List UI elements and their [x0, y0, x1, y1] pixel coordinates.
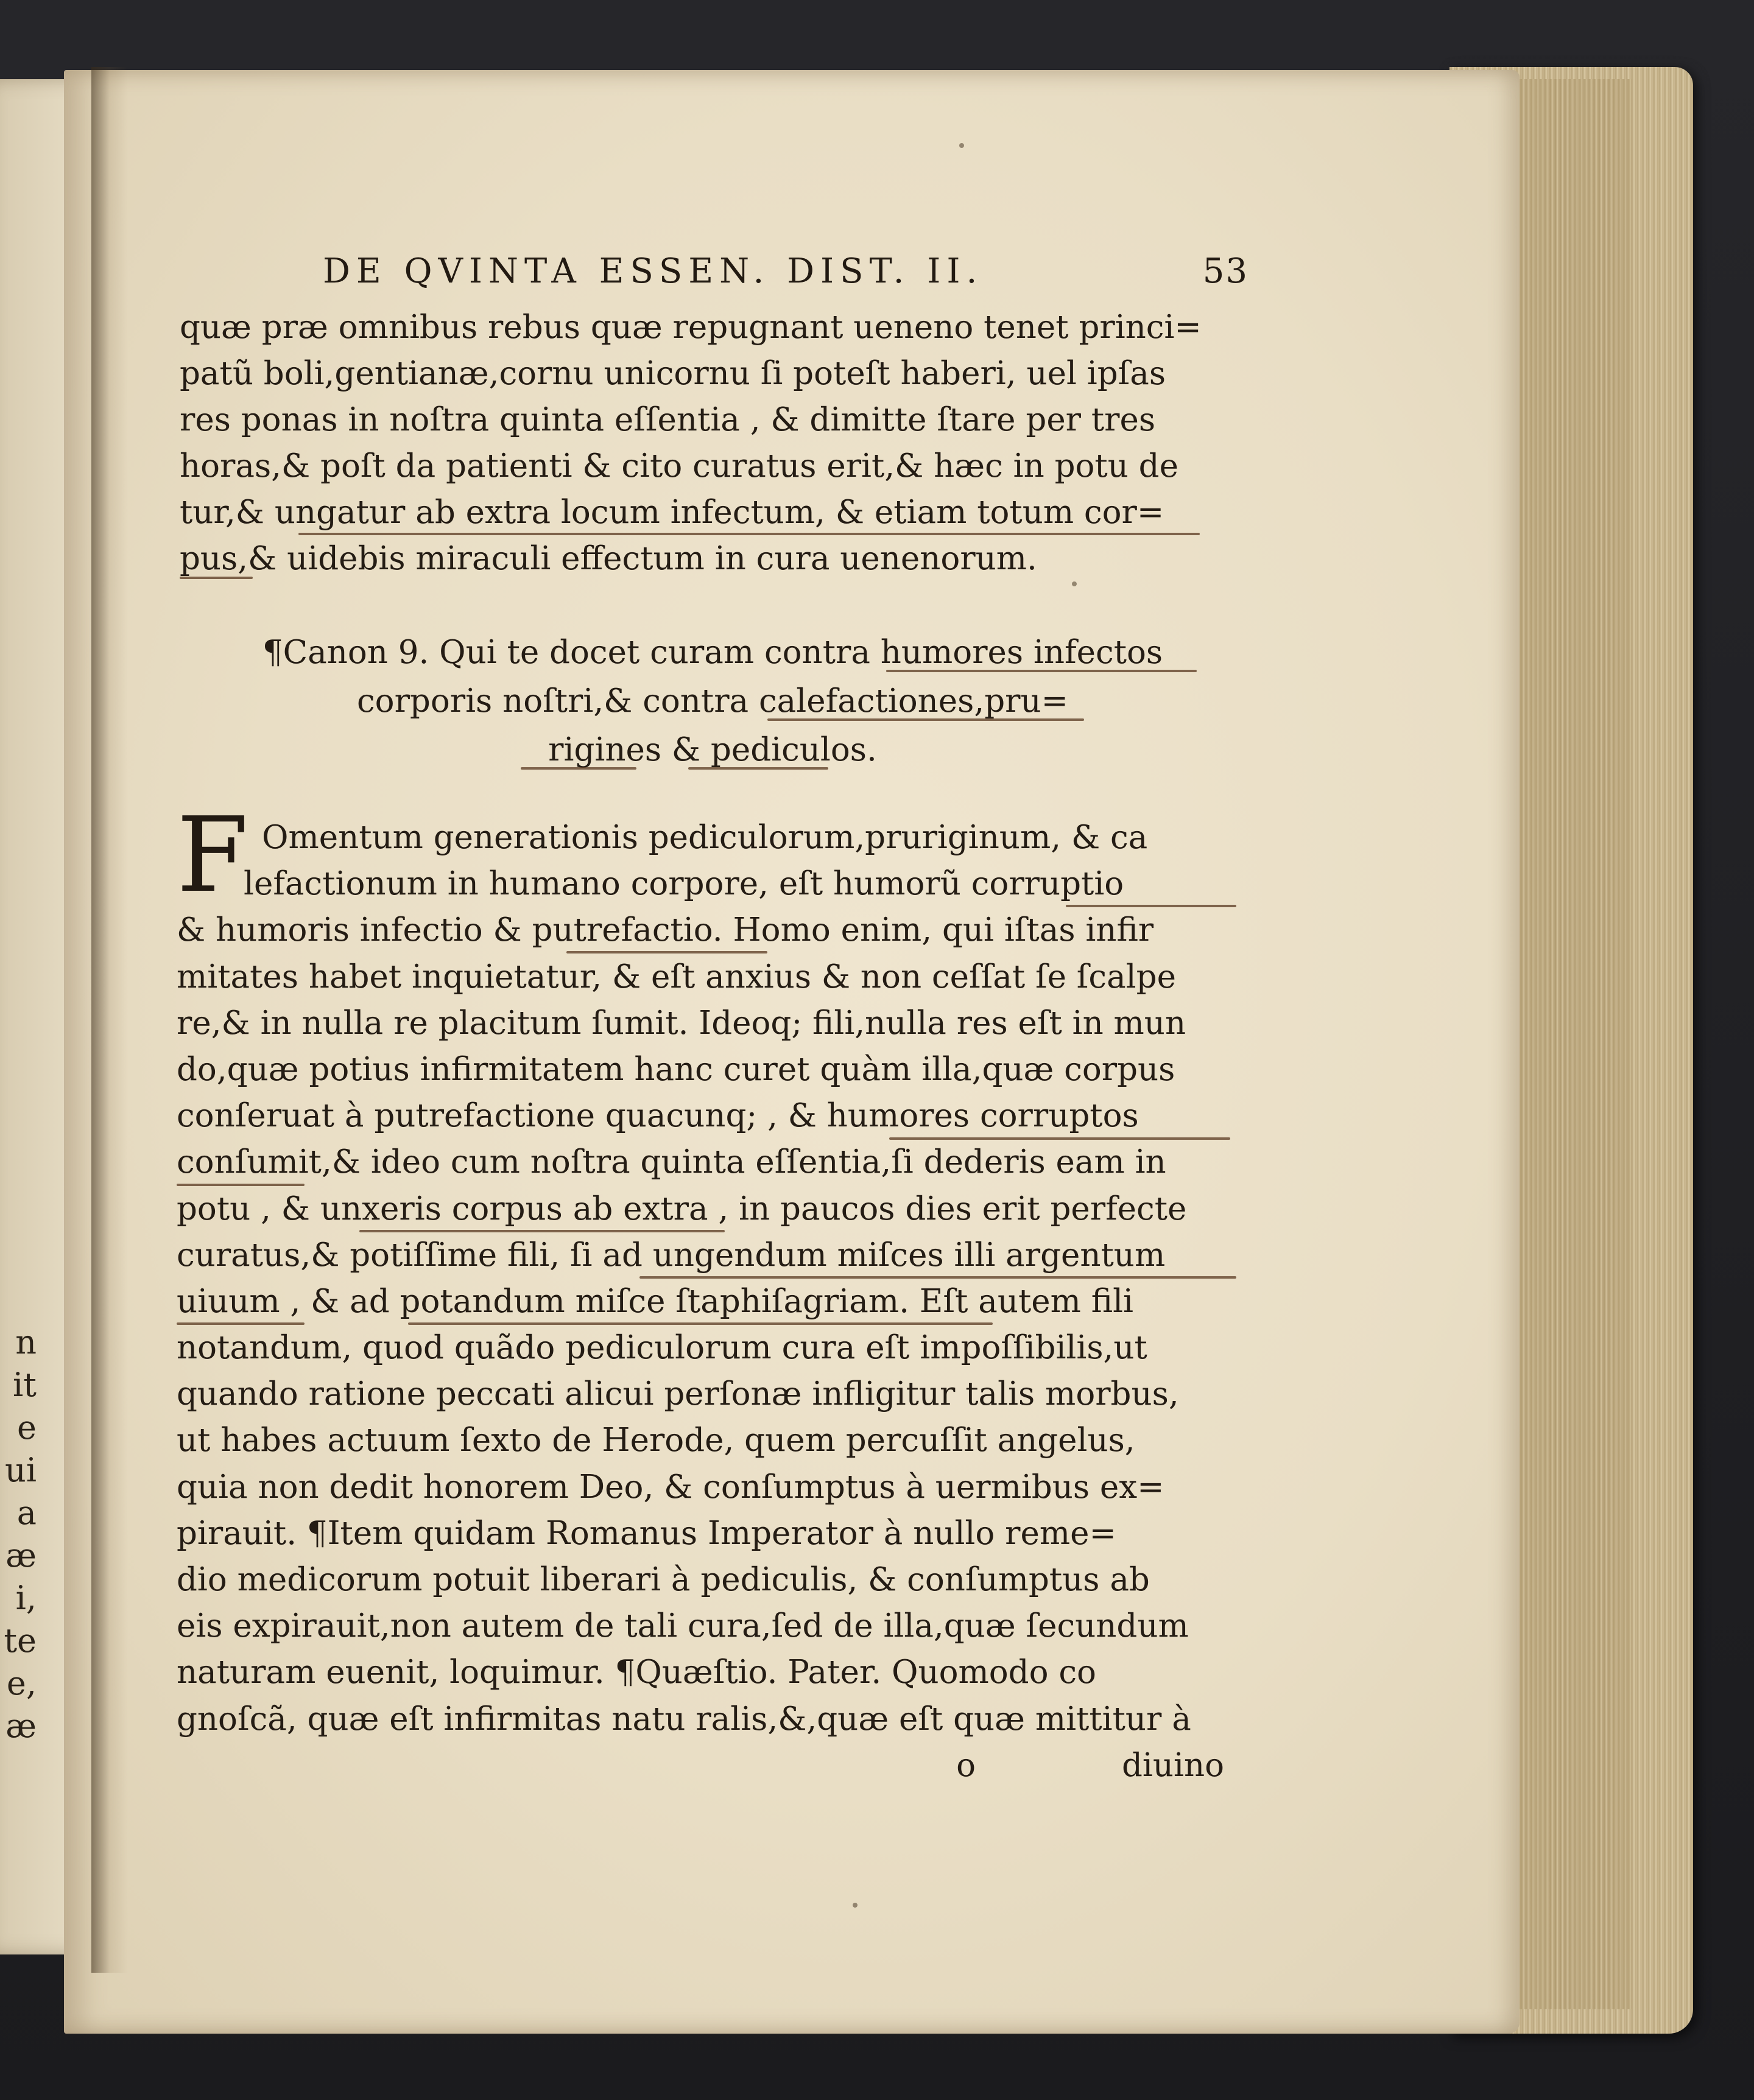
paper-speck [853, 1903, 858, 1908]
text-line: potu , & unxeris corpus ab extra , in paucos dies erit perfecte [177, 1190, 1187, 1227]
running-header [323, 244, 1249, 298]
text-line: quæ præ omnibus rebus quæ repugnant ueneno tenet princi= [180, 309, 1202, 346]
running-title: DE QVINTA ESSEN. DIST. II. [323, 251, 984, 291]
text-line: conſumit,& ideo cum noſtra quinta eſſentia,ſi dederis eam in [177, 1143, 1166, 1181]
ink-underline [886, 670, 1197, 672]
fragment-letter: n [15, 1323, 37, 1361]
fragment-letter: ui [4, 1451, 37, 1489]
page-edges [1504, 79, 1632, 2009]
catchword: diuino [1121, 1746, 1224, 1784]
text-line: curatus,& potiſſime fili, ſi ad ungendum miſces illi argentum [177, 1236, 1166, 1274]
fragment-letter: a [16, 1494, 37, 1532]
fragment-letter: æ [5, 1536, 37, 1575]
ink-underline [177, 1184, 305, 1186]
text-line: Omentum generationis pediculorum,pruriginum, & ca [262, 819, 1148, 856]
ink-underline [889, 1137, 1230, 1140]
text-line: pus,& uidebis miraculi effectum in cura uenenorum. [180, 540, 1037, 577]
fragment-letter: te [4, 1621, 37, 1660]
ink-underline [359, 1230, 725, 1232]
text-line: conſeruat à putrefactione quacunq; , & humores corruptos [177, 1097, 1139, 1135]
signature-line [177, 1743, 1249, 1789]
fragment-letter: æ [5, 1707, 37, 1745]
fragment-letter: e [17, 1408, 37, 1447]
ink-underline [180, 577, 253, 579]
text-line: gnoſcã, quæ eſt infirmitas natu ralis,&,quæ eſt quæ mittitur à [177, 1700, 1191, 1738]
body-paragraph [177, 815, 1249, 1789]
ink-underline [566, 951, 767, 953]
gutter-shadow [91, 67, 128, 1973]
ink-underline [521, 767, 636, 770]
text-line: res ponas in noſtra quinta eſſentia , & dimitte ſtare per tres [180, 401, 1156, 438]
fragment-letter: it [13, 1366, 37, 1404]
text-line: uiuum , & ad potandum miſce ſtaphiſagriam. Eſt autem fili [177, 1282, 1134, 1320]
text-line: eis expirauit,non autem de tali cura,ſed de illa,quæ ſecundum [177, 1607, 1189, 1645]
page-number: 53 [1202, 251, 1249, 291]
text-line: quia non dedit honorem Deo, & conſumptus à uermibus ex= [177, 1468, 1164, 1506]
text-line: tur,& ungatur ab extra locum infectum, & etiam totum cor= [180, 494, 1164, 531]
text-line: quando ratione peccati alicui perſonæ infligitur talis morbus, [177, 1375, 1179, 1413]
text-line: dio medicorum potuit liberari à pediculis, & conſumptus ab [177, 1561, 1150, 1598]
text-line: re,& in nulla re placitum ſumit. Ideoq; fili,nulla res eſt in mun [177, 1004, 1186, 1042]
fragment-letter: i, [15, 1579, 37, 1617]
ink-underline [688, 767, 828, 770]
heading-line: rigines & pediculos. [548, 731, 877, 768]
text-line: & humoris infectio & putrefactio. Homo enim, qui iſtas infir [177, 911, 1154, 949]
ink-underline [639, 1276, 1236, 1279]
text-line: mitates habet inquietatur, & eſt anxius & non ceſſat ſe ſcalpe [177, 958, 1176, 996]
text-line: do,quæ potius infirmitatem hanc curet quàm illa,quæ corpus [177, 1050, 1175, 1088]
ink-underline [767, 718, 1084, 721]
canon-heading [213, 628, 1212, 774]
left-page-fragment-text [0, 1321, 37, 1747]
text-line: notandum, quod quãdo pediculorum cura eſt impoſſibilis,ut [177, 1329, 1147, 1367]
text-line: patũ boli,gentianæ,cornu unicornu ſi poteſt haberi, uel ipſas [180, 355, 1166, 392]
text-line: horas,& poſt da patienti & cito curatus erit,& hæc in potu de [180, 448, 1178, 485]
paper-speck [959, 143, 964, 148]
paragraph-1 [180, 304, 1245, 582]
fragment-letter: e, [6, 1664, 37, 1702]
ink-underline [408, 1322, 993, 1325]
paper-speck [1072, 581, 1077, 586]
ink-underline [1066, 905, 1236, 907]
signature-mark: o [956, 1746, 976, 1784]
text-line: naturam euenit, loquimur. ¶Quæſtio. Pater. Quomodo co [177, 1654, 1096, 1691]
text-line: ut habes actuum ſexto de Herode, quem percuſſit angelus, [177, 1422, 1135, 1459]
ink-underline [298, 533, 1200, 535]
heading-line: corporis noſtri,& contra calefactiones,pru= [356, 683, 1069, 720]
text-line: pirauit. ¶Item quidam Romanus Imperator à nullo reme= [177, 1514, 1116, 1552]
ink-underline [177, 1322, 305, 1325]
text-line: lefactionum in humano corpore, eſt humorũ corruptio [244, 865, 1124, 903]
drop-cap: F [177, 795, 248, 916]
heading-line: ¶Canon 9. Qui te docet curam contra humores infectos [262, 634, 1163, 671]
